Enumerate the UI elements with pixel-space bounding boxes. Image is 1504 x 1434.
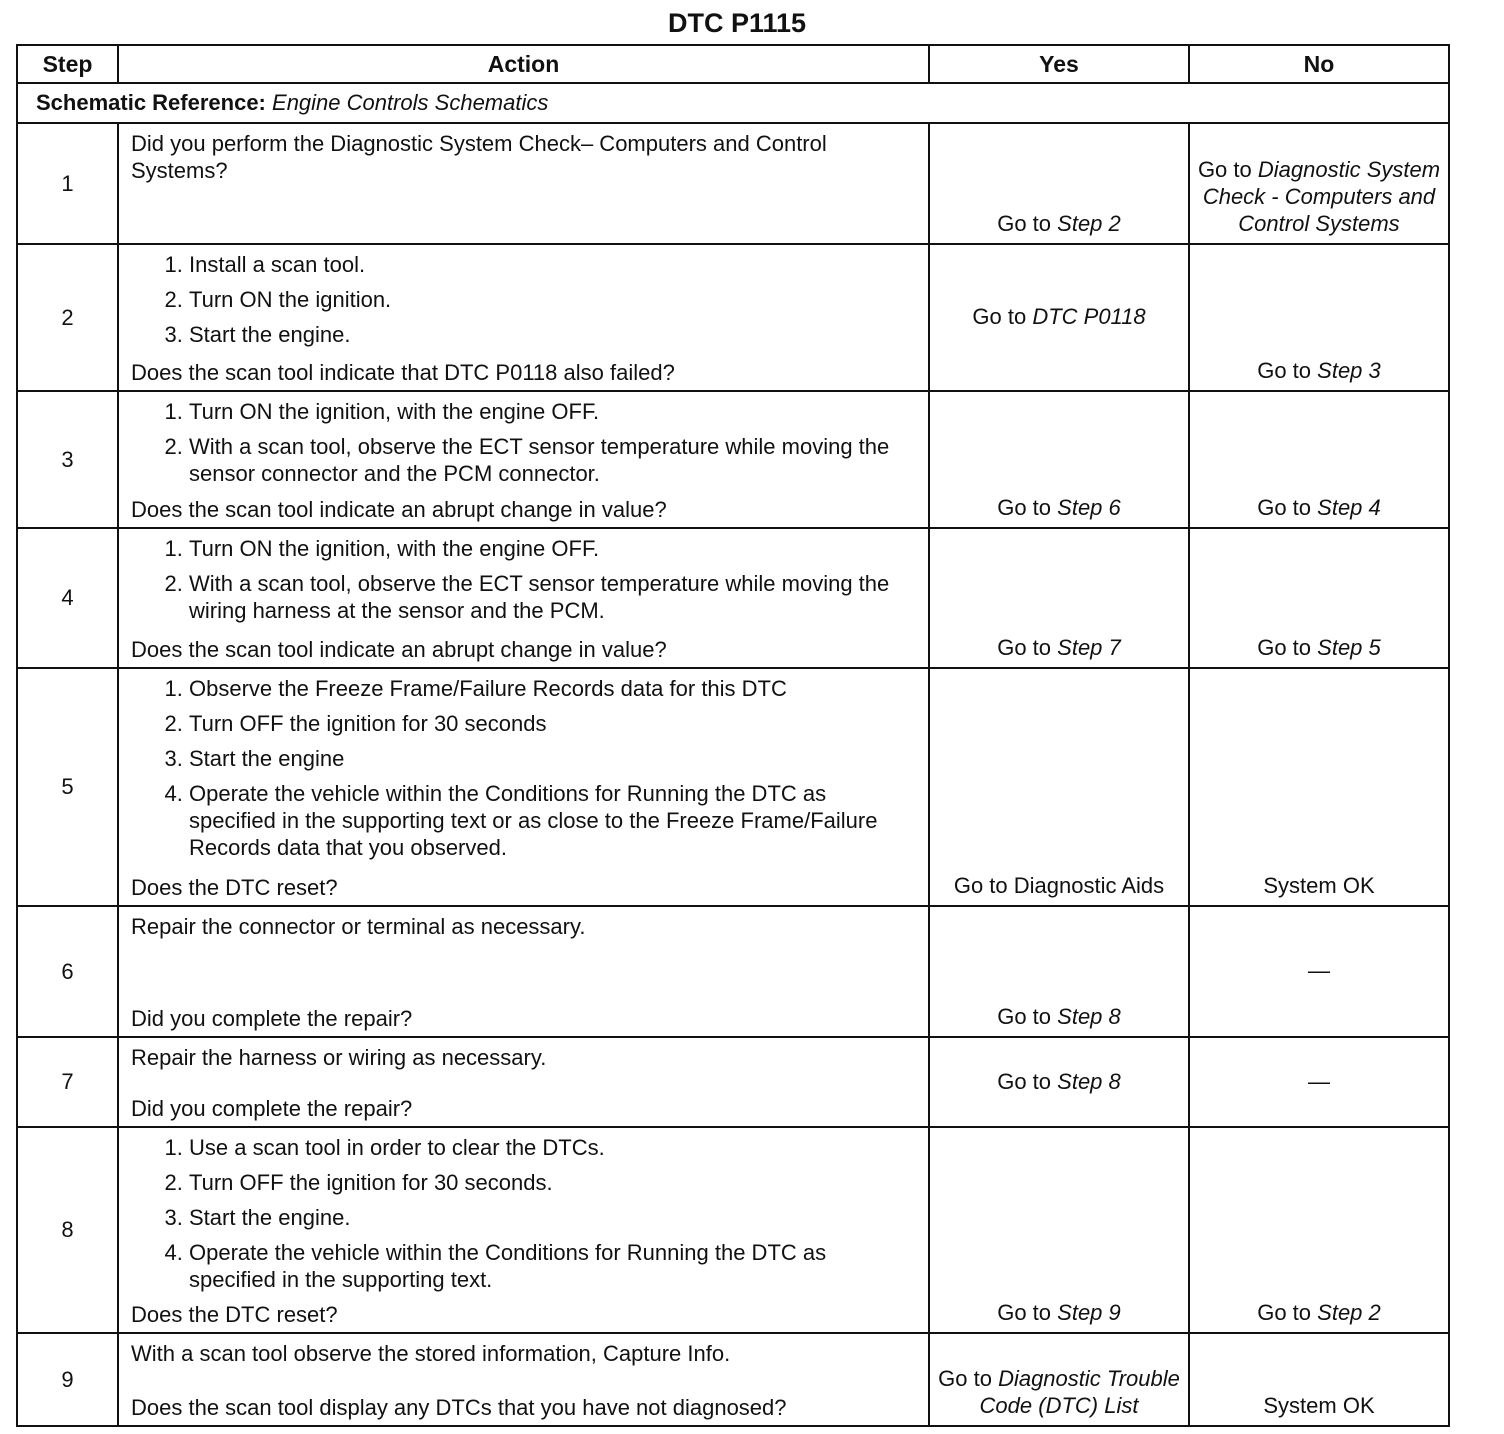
action-question: Did you complete the repair? [131, 1096, 413, 1121]
action-content [119, 392, 928, 527]
yes-result [929, 528, 1189, 668]
yes-link: Step 2 [1057, 211, 1121, 236]
table-row [17, 1127, 1449, 1333]
action-step: 1. Use a scan tool in order to clear the DTCs. [189, 1134, 918, 1161]
step-number: 2 [17, 244, 118, 391]
action-top [131, 913, 918, 940]
action-cell [118, 391, 929, 528]
action-cell [118, 123, 929, 244]
no-result [1189, 391, 1449, 528]
action-top [131, 1134, 918, 1301]
yes-text: Go to [997, 1300, 1052, 1325]
header-step: Step [17, 45, 118, 83]
no-text: Go to [1257, 1300, 1312, 1325]
action-step: 2. Turn OFF the ignition for 30 seconds [189, 710, 918, 737]
document-title: DTC P1115 [667, 8, 807, 38]
action-content [119, 669, 928, 905]
yes-result [929, 1127, 1189, 1333]
action-text: With a scan tool observe the stored information, Capture Info. [131, 1341, 731, 1366]
yes-result [929, 1037, 1189, 1127]
action-cell [118, 906, 929, 1037]
no-text: — [1308, 1068, 1330, 1094]
step-number: 8 [17, 1127, 118, 1333]
header-row [17, 45, 1449, 83]
action-steps-list [131, 675, 918, 861]
action-question: Does the scan tool indicate that DTC P0118 also failed? [131, 360, 675, 385]
yes-text: Go to Diagnostic Aids [953, 873, 1165, 898]
action-cell [118, 1127, 929, 1333]
no-result [1189, 906, 1449, 1037]
step-number: 5 [17, 668, 118, 906]
action-step: 2. Turn ON the ignition. [189, 286, 918, 313]
yes-text: Go to [997, 635, 1052, 660]
action-content [119, 1128, 928, 1332]
schematic-value: Engine Controls Schematics [272, 90, 549, 115]
step-number: 6 [17, 906, 118, 1037]
action-step: 2. With a scan tool, observe the ECT sensor temperature while moving the sensor connector and the PCM connector. [189, 433, 918, 487]
action-step: 1. Turn ON the ignition, with the engine OFF. [189, 398, 918, 425]
step-number: 1 [17, 123, 118, 244]
yes-result [929, 123, 1189, 244]
header-no: No [1189, 45, 1449, 83]
yes-link: Step 9 [1057, 1300, 1121, 1325]
action-step: 1. Observe the Freeze Frame/Failure Records data for this DTC [189, 675, 918, 702]
action-text: Repair the harness or wiring as necessary. [131, 1045, 547, 1070]
action-steps-list [131, 398, 918, 487]
action-question: Does the DTC reset? [131, 875, 338, 900]
action-top [131, 1340, 918, 1367]
yes-result [929, 668, 1189, 906]
yes-result [929, 391, 1189, 528]
action-top [131, 398, 918, 495]
no-result [1189, 1333, 1449, 1426]
no-link: Step 3 [1317, 358, 1381, 383]
action-top [131, 1044, 918, 1071]
action-content [119, 1038, 928, 1126]
yes-link: DTC P0118 [1032, 304, 1146, 329]
yes-text: Go to [938, 1366, 992, 1391]
yes-link: Step 8 [1057, 1068, 1121, 1094]
no-result [1189, 244, 1449, 391]
action-step: 3. Start the engine. [189, 321, 918, 348]
no-text: System OK [1263, 873, 1375, 898]
no-text: — [1308, 958, 1330, 983]
no-result [1189, 1127, 1449, 1333]
no-text: System OK [1263, 1393, 1375, 1418]
action-step: 4. Operate the vehicle within the Conditions for Running the DTC as specified in the supporting text or as close to the Freeze Frame/Failure Records data that you observed. [189, 780, 918, 861]
action-top [131, 535, 918, 632]
schematic-reference-row [17, 83, 1449, 123]
action-content [119, 907, 928, 1036]
action-steps-list [131, 251, 918, 348]
yes-result [929, 906, 1189, 1037]
yes-text: Go to [972, 304, 1027, 329]
table-row [17, 528, 1449, 668]
schematic-label: Schematic Reference: [36, 90, 266, 115]
table-row [17, 123, 1449, 244]
action-cell [118, 1037, 929, 1127]
yes-text: Go to [997, 1068, 1052, 1094]
no-link: Diagnostic System Check - Computers and Control Systems [1202, 157, 1441, 236]
action-content [119, 245, 928, 390]
action-question: Does the scan tool display any DTCs that you have not diagnosed? [131, 1395, 787, 1420]
yes-link: Diagnostic Trouble Code (DTC) List [979, 1366, 1180, 1418]
action-question: Does the scan tool indicate an abrupt change in value? [131, 497, 667, 522]
yes-link: Step 7 [1057, 635, 1121, 660]
action-step: 4. Operate the vehicle within the Conditions for Running the DTC as specified in the supporting text. [189, 1239, 918, 1293]
action-question: Does the scan tool indicate an abrupt change in value? [131, 637, 667, 662]
no-text: Go to [1257, 635, 1312, 660]
no-text: Go to [1257, 358, 1312, 383]
yes-result [929, 244, 1189, 391]
action-step: 3. Start the engine. [189, 1204, 918, 1231]
no-result [1189, 668, 1449, 906]
no-text: Go to [1197, 157, 1252, 182]
no-text: Go to [1257, 495, 1312, 520]
step-number: 7 [17, 1037, 118, 1127]
action-content [119, 529, 928, 667]
yes-text: Go to [997, 211, 1052, 236]
yes-link: Step 6 [1057, 495, 1121, 520]
action-content [119, 1334, 928, 1425]
action-top [131, 675, 918, 869]
table-row [17, 244, 1449, 391]
no-link: Step 4 [1317, 495, 1381, 520]
action-question: Did you complete the repair? [131, 1006, 413, 1031]
action-step: 2. Turn OFF the ignition for 30 seconds. [189, 1169, 918, 1196]
action-content [119, 124, 928, 243]
yes-text: Go to [997, 1004, 1052, 1029]
action-step: 2. With a scan tool, observe the ECT sensor temperature while moving the wiring harness at the sensor and the PCM. [189, 570, 918, 624]
no-result [1189, 123, 1449, 244]
diagnostic-table [16, 44, 1450, 1427]
action-cell [118, 528, 929, 668]
action-step: 3. Start the engine [189, 745, 918, 772]
step-number: 4 [17, 528, 118, 668]
yes-result [929, 1333, 1189, 1426]
action-cell [118, 668, 929, 906]
table-row [17, 1333, 1449, 1426]
action-text: Did you perform the Diagnostic System Check– Computers and Control Systems? [131, 131, 827, 183]
action-step: 1. Install a scan tool. [189, 251, 918, 278]
table-row [17, 668, 1449, 906]
step-number: 3 [17, 391, 118, 528]
no-link: Step 5 [1317, 635, 1381, 660]
yes-text: Go to [997, 495, 1052, 520]
table-row [17, 1037, 1449, 1127]
action-cell [118, 1333, 929, 1426]
action-top [131, 130, 918, 184]
action-steps-list [131, 535, 918, 624]
table-row [17, 391, 1449, 528]
no-result [1189, 1037, 1449, 1127]
action-step: 1. Turn ON the ignition, with the engine OFF. [189, 535, 918, 562]
action-steps-list [131, 1134, 918, 1293]
yes-link: Step 8 [1057, 1004, 1121, 1029]
action-question: Does the DTC reset? [131, 1302, 338, 1327]
action-top [131, 251, 918, 356]
no-result [1189, 528, 1449, 668]
header-yes: Yes [929, 45, 1189, 83]
action-text: Repair the connector or terminal as necessary. [131, 914, 586, 939]
no-link: Step 2 [1317, 1300, 1381, 1325]
table-row [17, 906, 1449, 1037]
step-number: 9 [17, 1333, 118, 1426]
action-cell [118, 244, 929, 391]
header-action: Action [118, 45, 929, 83]
